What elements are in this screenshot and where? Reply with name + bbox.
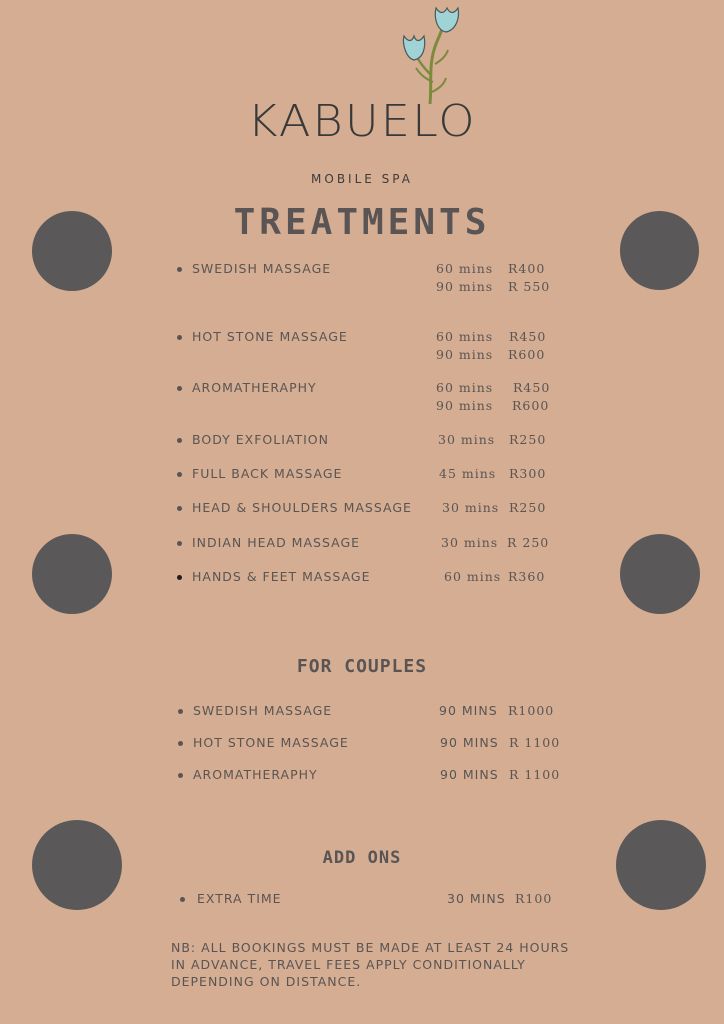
addons-heading: ADD ONS (322, 848, 402, 868)
bullet-icon (177, 267, 182, 272)
couples-duration: 90 MINS (439, 703, 498, 718)
treatment-price: R 250 (507, 535, 550, 550)
treatment-duration: 30 mins (441, 535, 499, 550)
treatment-duration: 90 mins (436, 279, 494, 294)
couples-label: AROMATHERAPHY (193, 767, 318, 782)
bullet-icon (177, 438, 182, 443)
treatment-duration: 60 mins (436, 380, 494, 395)
addon-label: EXTRA TIME (197, 891, 282, 906)
treatment-price: R 550 (508, 279, 551, 294)
treatment-duration: 90 mins (436, 398, 494, 413)
couples-label: HOT STONE MASSAGE (193, 735, 349, 750)
decor-circle-left-middle (32, 534, 112, 614)
treatment-label: AROMATHERAPHY (192, 380, 317, 395)
treatment-price: R250 (509, 500, 547, 515)
couples-label: SWEDISH MASSAGE (193, 703, 333, 718)
brand-name: KABUELO (247, 96, 477, 147)
bullet-icon (177, 541, 182, 546)
bullet-icon (180, 897, 185, 902)
treatment-label: BODY EXFOLIATION (192, 432, 329, 447)
bullet-icon (177, 335, 182, 340)
treatment-label: HANDS & FEET MASSAGE (192, 569, 371, 584)
treatment-duration: 30 mins (438, 432, 496, 447)
couples-price: R 1100 (509, 735, 561, 750)
treatment-duration: 45 mins (439, 466, 497, 481)
couples-duration: 90 MINS (440, 767, 499, 782)
treatment-label: INDIAN HEAD MASSAGE (192, 535, 361, 550)
treatment-price: R450 (513, 380, 551, 395)
brand-tagline: MOBILE SPA (311, 172, 413, 186)
treatment-price: R450 (509, 329, 547, 344)
treatment-price: R300 (509, 466, 547, 481)
treatment-label: FULL BACK MASSAGE (192, 466, 343, 481)
bullet-icon (177, 472, 182, 477)
bullet-icon (178, 741, 183, 746)
treatment-duration: 30 mins (442, 500, 500, 515)
couples-heading: FOR COUPLES (296, 656, 428, 677)
treatment-price: R250 (509, 432, 547, 447)
couples-price: R 1100 (509, 767, 561, 782)
treatment-price: R600 (512, 398, 550, 413)
treatment-label: SWEDISH MASSAGE (192, 261, 332, 276)
treatment-label: HOT STONE MASSAGE (192, 329, 348, 344)
addon-duration: 30 MINS (447, 891, 506, 906)
treatment-duration: 60 mins (436, 329, 494, 344)
couples-price: R1000 (508, 703, 555, 718)
decor-circle-right-middle (620, 534, 700, 614)
treatment-price: R400 (508, 261, 546, 276)
bullet-icon (178, 709, 183, 714)
bullet-icon (177, 506, 182, 511)
treatment-price: R600 (508, 347, 546, 362)
treatment-duration: 90 mins (436, 347, 494, 362)
flower-logo-icon (400, 4, 464, 108)
bullet-icon (177, 386, 182, 391)
booking-note: NB: ALL BOOKINGS MUST BE MADE AT LEAST 24 HOURS IN ADVANCE, TRAVEL FEES APPLY CONDITIONALLY DEPENDING ON DISTANCE. (171, 940, 570, 989)
addon-price: R100 (515, 891, 553, 906)
treatment-duration: 60 mins (436, 261, 494, 276)
treatments-heading: TREATMENTS (233, 202, 491, 243)
treatment-duration: 60 mins (444, 569, 502, 584)
bullet-icon (177, 575, 182, 580)
bullet-icon (178, 773, 183, 778)
couples-duration: 90 MINS (440, 735, 499, 750)
treatment-label: HEAD & SHOULDERS MASSAGE (192, 500, 412, 515)
treatment-price: R360 (508, 569, 546, 584)
